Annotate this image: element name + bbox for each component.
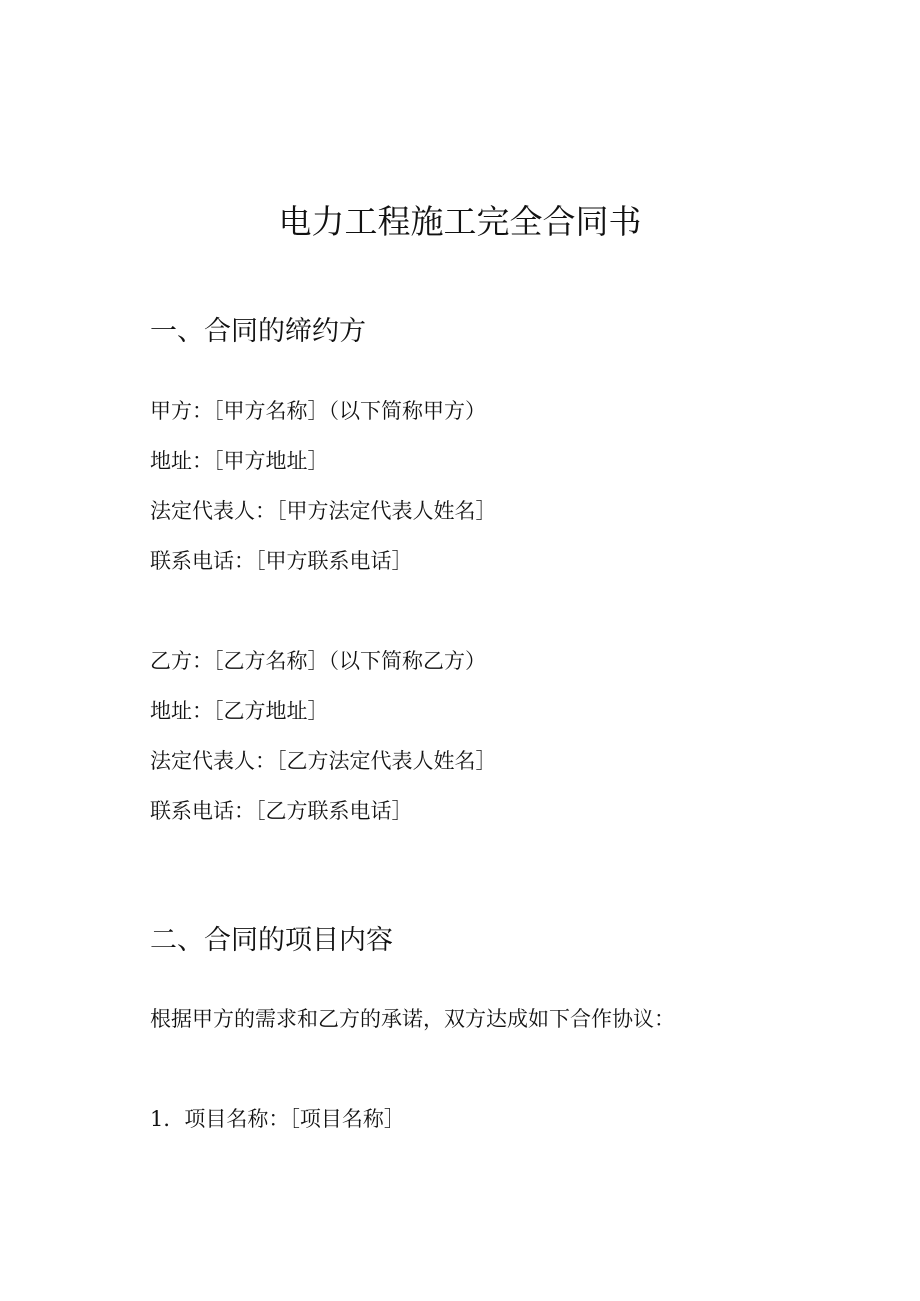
section-heading-parties: 一、合同的缔约方 bbox=[150, 316, 366, 348]
party-a-address: 地址：［甲方地址］ bbox=[150, 449, 329, 473]
party-b-name: 乙方：［乙方名称］（以下简称乙方） bbox=[150, 649, 486, 673]
project-name-item: 1．项目名称：［项目名称］ bbox=[150, 1107, 405, 1131]
party-a-legal-representative: 法定代表人：［甲方法定代表人姓名］ bbox=[150, 499, 497, 523]
document-title: 电力工程施工完全合同书 bbox=[278, 202, 642, 242]
party-b-address: 地址：［乙方地址］ bbox=[150, 699, 329, 723]
party-b-legal-representative: 法定代表人：［乙方法定代表人姓名］ bbox=[150, 749, 497, 773]
section-heading-project-content: 二、合同的项目内容 bbox=[150, 925, 393, 957]
party-a-phone: 联系电话：［甲方联系电话］ bbox=[150, 549, 413, 573]
party-b-phone: 联系电话：［乙方联系电话］ bbox=[150, 799, 413, 823]
agreement-intro-paragraph: 根据甲方的需求和乙方的承诺，双方达成如下合作协议： bbox=[150, 1007, 675, 1031]
party-a-name: 甲方：［甲方名称］（以下简称甲方） bbox=[150, 399, 486, 423]
